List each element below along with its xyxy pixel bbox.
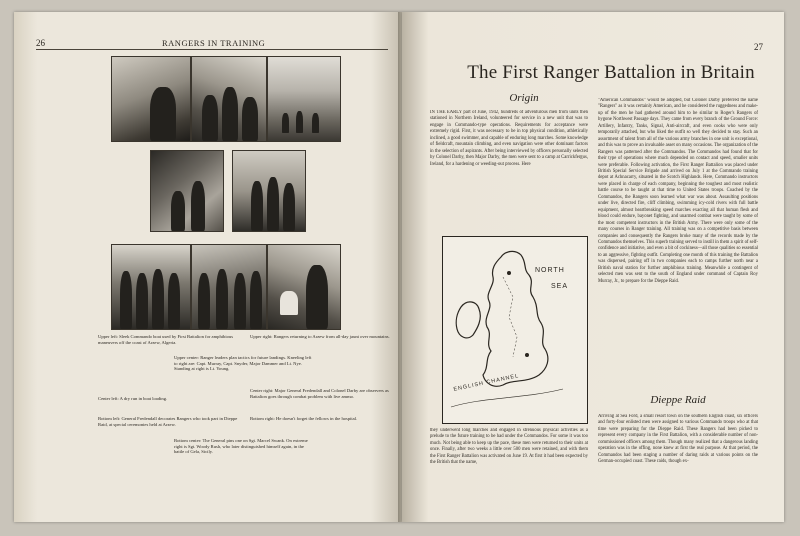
map-label-sea: SEA xyxy=(551,283,569,290)
running-head: RANGERS IN TRAINING xyxy=(162,38,266,48)
caption-upper-left: Upper left: Sleek Commando boat used by First Battalion for amphibious maneuvers off the coast of Arzew, Algeria. xyxy=(98,334,233,345)
origin-column-1-continued: they underwent long marches and engaged in strenuous physical activities as a prelude to the future training to be had under the Commandos. For some it was too much. Not being able to keep up the pace, these men were returned to their units at once. Finally, after two weeks a little over 500 men were retained, and with them the First Ranger Battalion was activated on June 19. At first it had been expected by the British that the name, xyxy=(430,428,588,466)
map-label-channel: ENGLISH CHANNEL xyxy=(453,373,520,393)
caption-center-right: Center right: Major General Fredendall and Colonel Darby are observers as Battalion goes through combat problem with live ammo. xyxy=(250,388,389,399)
photo-rangers-returning xyxy=(267,56,341,142)
origin-column-1: IN THE EARLY part of June, 1942, hundreds of adventurous men from units then stationed in Northern Ireland, volunteered for service in a new unit that was to engage in Commando-type operations. Requirements for acceptance were extremely rigid. First, it was necessary to be in top physical condition, athletically inclined, a good swimmer, and capable of enduring long marches. Some knowledge of fieldcraft, mountain climbing, and even navigation were other dominant factors in the selection of aspirants. After being interviewed by officers personally selected by Colonel Darby, then Major Darby, the men were sent to a camp at Carrickfergus, Ireland, for a hardening or weeding-out process. Here xyxy=(430,110,588,167)
chapter-title: The First Ranger Battalion in Britain xyxy=(467,62,755,83)
photo-ranger-leaders xyxy=(191,56,267,142)
section-heading-dieppe: Dieppe Raid xyxy=(650,394,706,406)
photo-decoration-ceremony xyxy=(111,244,191,330)
header-rule xyxy=(36,49,388,50)
book-spread xyxy=(14,12,784,528)
dieppe-column-2: Arriving at Sea Ford, a small resort town on the southern English coast, six officers and forty-four enlisted men were assigned to various Commando troops who at that time were preparing for the Dieppe Raid. These Rangers had been picked to represent every company in the First Battalion, with a considerable number of non-commissioned officers among them. Though many realized that a dangerous landing operation was in the offing, none knew at first the real purpose. At that period, the Commandos had been staging a number of daring raids at various points on the German-occupied coast. These raids, though ex- xyxy=(598,414,758,465)
photo-commando-boat xyxy=(111,56,191,142)
photo-general-pins xyxy=(191,244,267,330)
map-british-isles xyxy=(442,236,588,424)
photo-hospital-visit xyxy=(267,244,341,330)
photo-boat-loading xyxy=(150,150,224,232)
caption-upper-right: Upper right: Rangers returning to Arzew from all-day jaunt over mountains. xyxy=(250,334,390,339)
caption-bottom-center: Bottom center: The General pins one on Sgt. Marcel Swank. On extreme right is Sgt. Woody Rush, who later distinguished himself again, in the battle of Gela, Sicily. xyxy=(174,438,308,455)
map-label-north: NORTH xyxy=(535,267,565,274)
caption-bottom-right: Bottom right: He doesn't forget the fellows in the hospital. xyxy=(250,416,358,421)
page-number-right: 27 xyxy=(754,42,763,52)
caption-center-left: Center left: A dry run in boat loading. xyxy=(98,396,168,401)
caption-bottom-left: Bottom left: General Fredendall decorates Rangers who took part in Dieppe Raid, at special ceremonies held at Arzew. xyxy=(98,416,238,427)
caption-upper-center: Upper center: Ranger leaders plan tactics for future landings. Kneeling left to right are: Capt. Murray, Capt. Snyder, Major Dammer and Lt. Nye. Standing at right is Lt. Young. xyxy=(174,355,312,372)
section-heading-origin: Origin xyxy=(509,92,539,104)
right-page xyxy=(402,12,784,522)
page-number-left: 26 xyxy=(36,38,45,48)
photo-combat-problem xyxy=(232,150,306,232)
left-page xyxy=(14,12,402,522)
origin-column-2: "American Commandos" would be adopted, but Colonel Darby preferred the name "Rangers" as it was certainly American, and he considered the ruggedness and make-up of the men he had gathered around him to be similar to Roger's Rangers of bygone Northwest Passage days. They came from every branch of the Ground Force: Artillery, Infantry, Tanks, Signal, Anti-aircraft, and even cooks who were only temporarily attached, but who liked the outfit so well they decided to stay. Such an assortment of talent from all of the various army branches in one unit is exceptional, and this was to prove an invaluable asset on many occasions. The organization of the Rangers was patterned after the Commandos. The Commandos had found that for their type of operations where much depended on contact and speed, smaller units were preferable. Following activation, the First Ranger Battalion was placed under British Special Service Brigade and arrived on July 1 at the Commando training depot at Achnacarry, situated in the Scotch Highlands. Here, Commando instructors were placed in charge of each company, beginning the toughest and most realistic battle course to be taught at that time to United States troops. Coached by the Commandos, the Rangers soon learned what war was about. Assaulting positions under live, directed fire, cliff climbing, swimming icy-cold rivers with full battle equipment, almost heartbreaking speed marches exacting all that human flesh and blood could endure, bayonet fighting, and unarmed combat were taught by some of the most competent instructors in the British Army. There were only some of the many courses in Ranger training. All training was on a competitive basis between companies and consequently the Rangers broke many of the records made by the Commandos themselves. This superb training served to instill in them a spirit of self-confidence and initiative, and even a bit of cockiness—all those qualities so essential to an aggressive, fighting outfit. Completing one month of this training the Battalion was dispersed, pairing off in two companies each to camps further north near a British naval station for further amphibious training. Meanwhile a contingent of selected men was sent to the south of England under command of Captain Roy Murray, Jr., to prepare for the Dieppe Raid. xyxy=(598,98,758,284)
map-outline-graphic xyxy=(443,237,587,423)
